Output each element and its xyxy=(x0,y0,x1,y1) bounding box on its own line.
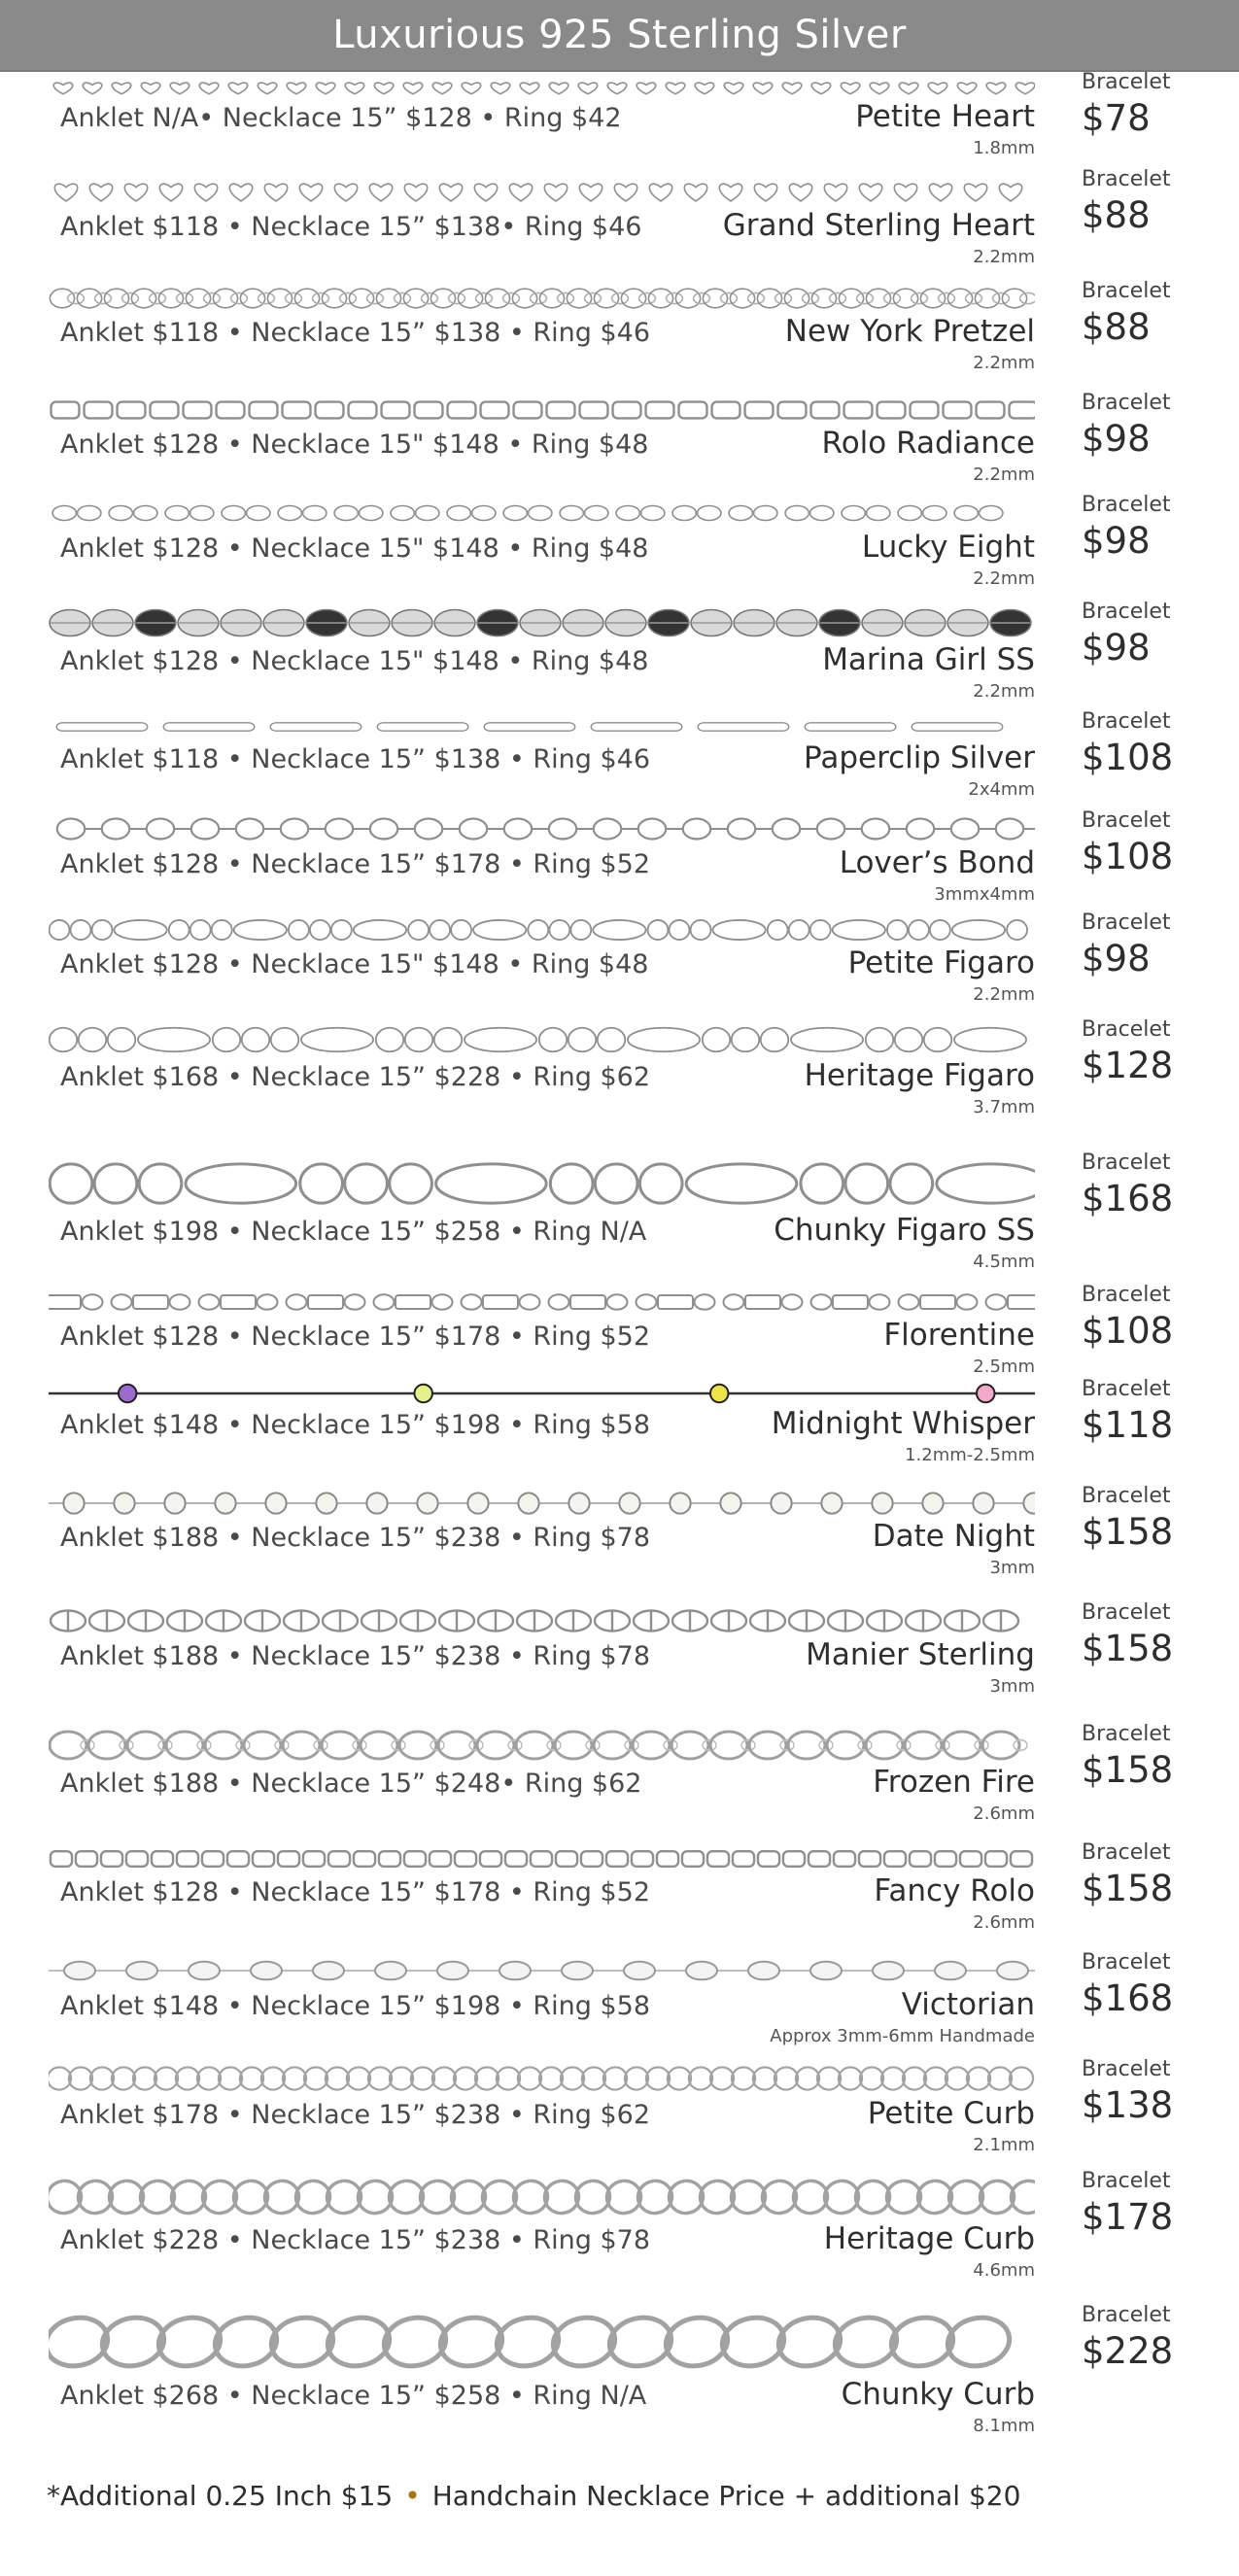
bracelet-label: Bracelet xyxy=(1082,808,1171,833)
bracelet-label: Bracelet xyxy=(1082,1151,1171,1175)
chain-graphic xyxy=(49,605,1035,640)
product-name: Frozen Fire xyxy=(873,1765,1035,1800)
chain-graphic xyxy=(49,498,1035,528)
chain-image xyxy=(49,1288,1035,1316)
chain-graphic xyxy=(49,173,1035,206)
chain-graphic xyxy=(49,1956,1035,1985)
chain-size: Approx 3mm-6mm Handmade xyxy=(770,2026,1035,2046)
variant-prices: Anklet $148 • Necklace 15” $198 • Ring $58 xyxy=(60,1991,651,2021)
chain-graphic xyxy=(49,1490,1035,1517)
chain-graphic xyxy=(49,1383,1035,1404)
chain-size: 4.5mm xyxy=(973,1252,1035,1272)
product-name: Fancy Rolo xyxy=(874,1873,1035,1908)
product-name: Marina Girl SS xyxy=(822,642,1035,677)
chain-size: 2x4mm xyxy=(968,779,1035,800)
bracelet-label: Bracelet xyxy=(1082,391,1171,415)
chain-graphic xyxy=(49,814,1035,843)
variant-prices: Anklet $128 • Necklace 15" $148 • Ring $48 xyxy=(60,646,649,676)
chain-graphic xyxy=(49,285,1035,312)
chain-image xyxy=(49,1846,1035,1872)
product-name: Petite Curb xyxy=(867,2096,1035,2131)
chain-size: 2.2mm xyxy=(973,247,1035,267)
product-name: Heritage Curb xyxy=(823,2221,1035,2256)
chain-image xyxy=(49,396,1035,424)
chain-size: 1.8mm xyxy=(973,138,1035,158)
bracelet-price: $228 xyxy=(1082,2330,1174,2372)
bracelet-price: $158 xyxy=(1082,1868,1174,1909)
chain-size: 2.1mm xyxy=(973,2135,1035,2155)
variant-prices: Anklet $128 • Necklace 15” $178 • Ring $52 xyxy=(60,849,651,879)
chain-graphic xyxy=(49,396,1035,424)
bracelet-label: Bracelet xyxy=(1082,1484,1171,1508)
footer-note xyxy=(47,2480,1020,2512)
chain-image xyxy=(49,916,1035,944)
product-name: Lover’s Bond xyxy=(839,845,1035,880)
product-name: Chunky Curb xyxy=(841,2377,1035,2412)
product-name: Paperclip Silver xyxy=(804,740,1035,775)
bracelet-label: Bracelet xyxy=(1082,1722,1171,1746)
chain-size: 3.7mm xyxy=(973,1097,1035,1117)
bracelet-label: Bracelet xyxy=(1082,910,1171,935)
bracelet-price: $178 xyxy=(1082,2196,1174,2238)
bracelet-label: Bracelet xyxy=(1082,167,1171,191)
page-header xyxy=(0,0,1239,72)
bracelet-price: $108 xyxy=(1082,737,1174,778)
bracelet-label: Bracelet xyxy=(1082,600,1171,624)
chain-size: 3mmx4mm xyxy=(934,884,1035,905)
chain-graphic xyxy=(49,916,1035,944)
bracelet-label: Bracelet xyxy=(1082,1283,1171,1307)
product-name: Petite Heart xyxy=(855,99,1035,134)
variant-prices: Anklet $178 • Necklace 15” $238 • Ring $62 xyxy=(60,2100,651,2130)
chain-image xyxy=(49,1490,1035,1517)
bracelet-label: Bracelet xyxy=(1082,2303,1171,2327)
bracelet-price: $118 xyxy=(1082,1404,1174,1446)
bracelet-price: $158 xyxy=(1082,1511,1174,1553)
chain-graphic xyxy=(49,1728,1035,1763)
chain-image xyxy=(49,76,1035,97)
variant-prices: Anklet $128 • Necklace 15" $148 • Ring $48 xyxy=(60,949,649,979)
chain-size: 2.2mm xyxy=(973,568,1035,589)
chain-image xyxy=(49,1156,1035,1211)
chain-graphic xyxy=(49,1023,1035,1056)
bracelet-label: Bracelet xyxy=(1082,1017,1171,1042)
variant-prices: Anklet $168 • Necklace 15” $228 • Ring $62 xyxy=(60,1062,651,1092)
bracelet-price: $158 xyxy=(1082,1628,1174,1669)
variant-prices: Anklet $128 • Necklace 15” $178 • Ring $52 xyxy=(60,1322,651,1352)
page-title: Luxurious 925 Sterling Silver xyxy=(332,13,907,57)
product-name: New York Pretzel xyxy=(784,314,1035,349)
bracelet-label: Bracelet xyxy=(1082,1840,1171,1865)
variant-prices: Anklet $128 • Necklace 15” $178 • Ring $52 xyxy=(60,1877,651,1907)
chain-graphic xyxy=(49,1288,1035,1316)
chain-size: 1.2mm-2.5mm xyxy=(905,1445,1035,1465)
chain-graphic xyxy=(49,1846,1035,1872)
bracelet-price: $88 xyxy=(1082,306,1151,348)
chain-image xyxy=(49,814,1035,843)
variant-prices: Anklet $198 • Necklace 15” $258 • Ring N/A xyxy=(60,1217,647,1247)
bracelet-label: Bracelet xyxy=(1082,2169,1171,2193)
bracelet-label: Bracelet xyxy=(1082,279,1171,303)
chain-image xyxy=(49,498,1035,528)
chain-size: 3mm xyxy=(989,1676,1035,1697)
bracelet-price: $168 xyxy=(1082,1178,1174,1219)
bracelet-label: Bracelet xyxy=(1082,2057,1171,2081)
chain-image xyxy=(49,285,1035,312)
bracelet-price: $108 xyxy=(1082,836,1174,877)
bracelet-label: Bracelet xyxy=(1082,1950,1171,1975)
chain-graphic xyxy=(49,1606,1035,1635)
chain-graphic xyxy=(49,2309,1035,2375)
product-name: Midnight Whisper xyxy=(771,1406,1035,1441)
variant-prices: Anklet $118 • Necklace 15” $138 • Ring $46 xyxy=(60,744,651,774)
chain-image xyxy=(49,1023,1035,1056)
bracelet-label: Bracelet xyxy=(1082,709,1171,734)
chain-image xyxy=(49,715,1035,738)
variant-prices: Anklet $188 • Necklace 15” $238 • Ring $78 xyxy=(60,1641,651,1671)
chain-size: 8.1mm xyxy=(973,2416,1035,2436)
chain-size: 3mm xyxy=(989,1558,1035,1578)
footer-handchain: Handchain Necklace Price + additional $20 xyxy=(431,2480,1021,2512)
chain-image xyxy=(49,1383,1035,1404)
bracelet-label: Bracelet xyxy=(1082,493,1171,517)
bracelet-price: $108 xyxy=(1082,1310,1174,1352)
variant-prices: Anklet $228 • Necklace 15” $238 • Ring $78 xyxy=(60,2225,651,2255)
chain-image xyxy=(49,605,1035,640)
bracelet-price: $168 xyxy=(1082,1977,1174,2019)
chain-size: 4.6mm xyxy=(973,2260,1035,2281)
chain-image xyxy=(49,173,1035,206)
chain-graphic xyxy=(49,715,1035,738)
chain-size: 2.2mm xyxy=(973,984,1035,1005)
chain-size: 2.6mm xyxy=(973,1803,1035,1824)
chain-graphic xyxy=(49,1156,1035,1211)
footer-separator: • xyxy=(404,2480,421,2512)
chain-image xyxy=(49,1606,1035,1635)
footer-additional-length: *Additional 0.25 Inch $15 xyxy=(47,2480,394,2512)
product-name: Chunky Figaro SS xyxy=(774,1213,1035,1248)
chain-size: 2.5mm xyxy=(973,1357,1035,1377)
chain-image xyxy=(49,1956,1035,1985)
bracelet-price: $98 xyxy=(1082,418,1151,460)
variant-prices: Anklet $118 • Necklace 15” $138 • Ring $46 xyxy=(60,318,651,348)
chain-image xyxy=(49,2175,1035,2219)
product-name: Grand Sterling Heart xyxy=(722,208,1035,243)
product-name: Florentine xyxy=(883,1318,1035,1353)
bracelet-label: Bracelet xyxy=(1082,1600,1171,1625)
bracelet-price: $78 xyxy=(1082,97,1151,139)
bracelet-price: $158 xyxy=(1082,1749,1174,1791)
product-name: Lucky Eight xyxy=(861,530,1035,565)
chain-image xyxy=(49,1728,1035,1763)
bracelet-label: Bracelet xyxy=(1082,70,1171,94)
variant-prices: Anklet $188 • Necklace 15” $248• Ring $62 xyxy=(60,1769,642,1799)
chain-image xyxy=(49,2063,1035,2094)
chain-graphic xyxy=(49,76,1035,97)
variant-prices: Anklet $268 • Necklace 15” $258 • Ring N/A xyxy=(60,2381,647,2411)
variant-prices: Anklet $128 • Necklace 15" $148 • Ring $48 xyxy=(60,429,649,460)
bracelet-price: $138 xyxy=(1082,2084,1174,2126)
chain-size: 2.2mm xyxy=(973,464,1035,485)
chain-size: 2.2mm xyxy=(973,681,1035,702)
variant-prices: Anklet $188 • Necklace 15” $238 • Ring $78 xyxy=(60,1523,651,1553)
bracelet-price: $98 xyxy=(1082,520,1151,562)
bracelet-price: $98 xyxy=(1082,938,1151,979)
product-name: Rolo Radiance xyxy=(821,426,1035,461)
product-name: Manier Sterling xyxy=(806,1637,1035,1672)
bracelet-label: Bracelet xyxy=(1082,1377,1171,1401)
chain-image xyxy=(49,2309,1035,2375)
variant-prices: Anklet $148 • Necklace 15” $198 • Ring $58 xyxy=(60,1410,651,1440)
chain-size: 2.6mm xyxy=(973,1912,1035,1933)
variant-prices: Anklet $128 • Necklace 15" $148 • Ring $48 xyxy=(60,533,649,564)
product-name: Victorian xyxy=(901,1987,1035,2022)
bracelet-price: $128 xyxy=(1082,1045,1174,1086)
chain-size: 2.2mm xyxy=(973,353,1035,373)
variant-prices: Anklet $118 • Necklace 15” $138• Ring $46 xyxy=(60,212,642,242)
chain-graphic xyxy=(49,2063,1035,2094)
bracelet-price: $98 xyxy=(1082,627,1151,669)
bracelet-price: $88 xyxy=(1082,194,1151,236)
product-name: Heritage Figaro xyxy=(804,1058,1035,1093)
chain-graphic xyxy=(49,2175,1035,2219)
variant-prices: Anklet N/A• Necklace 15” $128 • Ring $42 xyxy=(60,103,622,133)
product-name: Petite Figaro xyxy=(847,945,1035,980)
product-name: Date Night xyxy=(872,1519,1035,1554)
